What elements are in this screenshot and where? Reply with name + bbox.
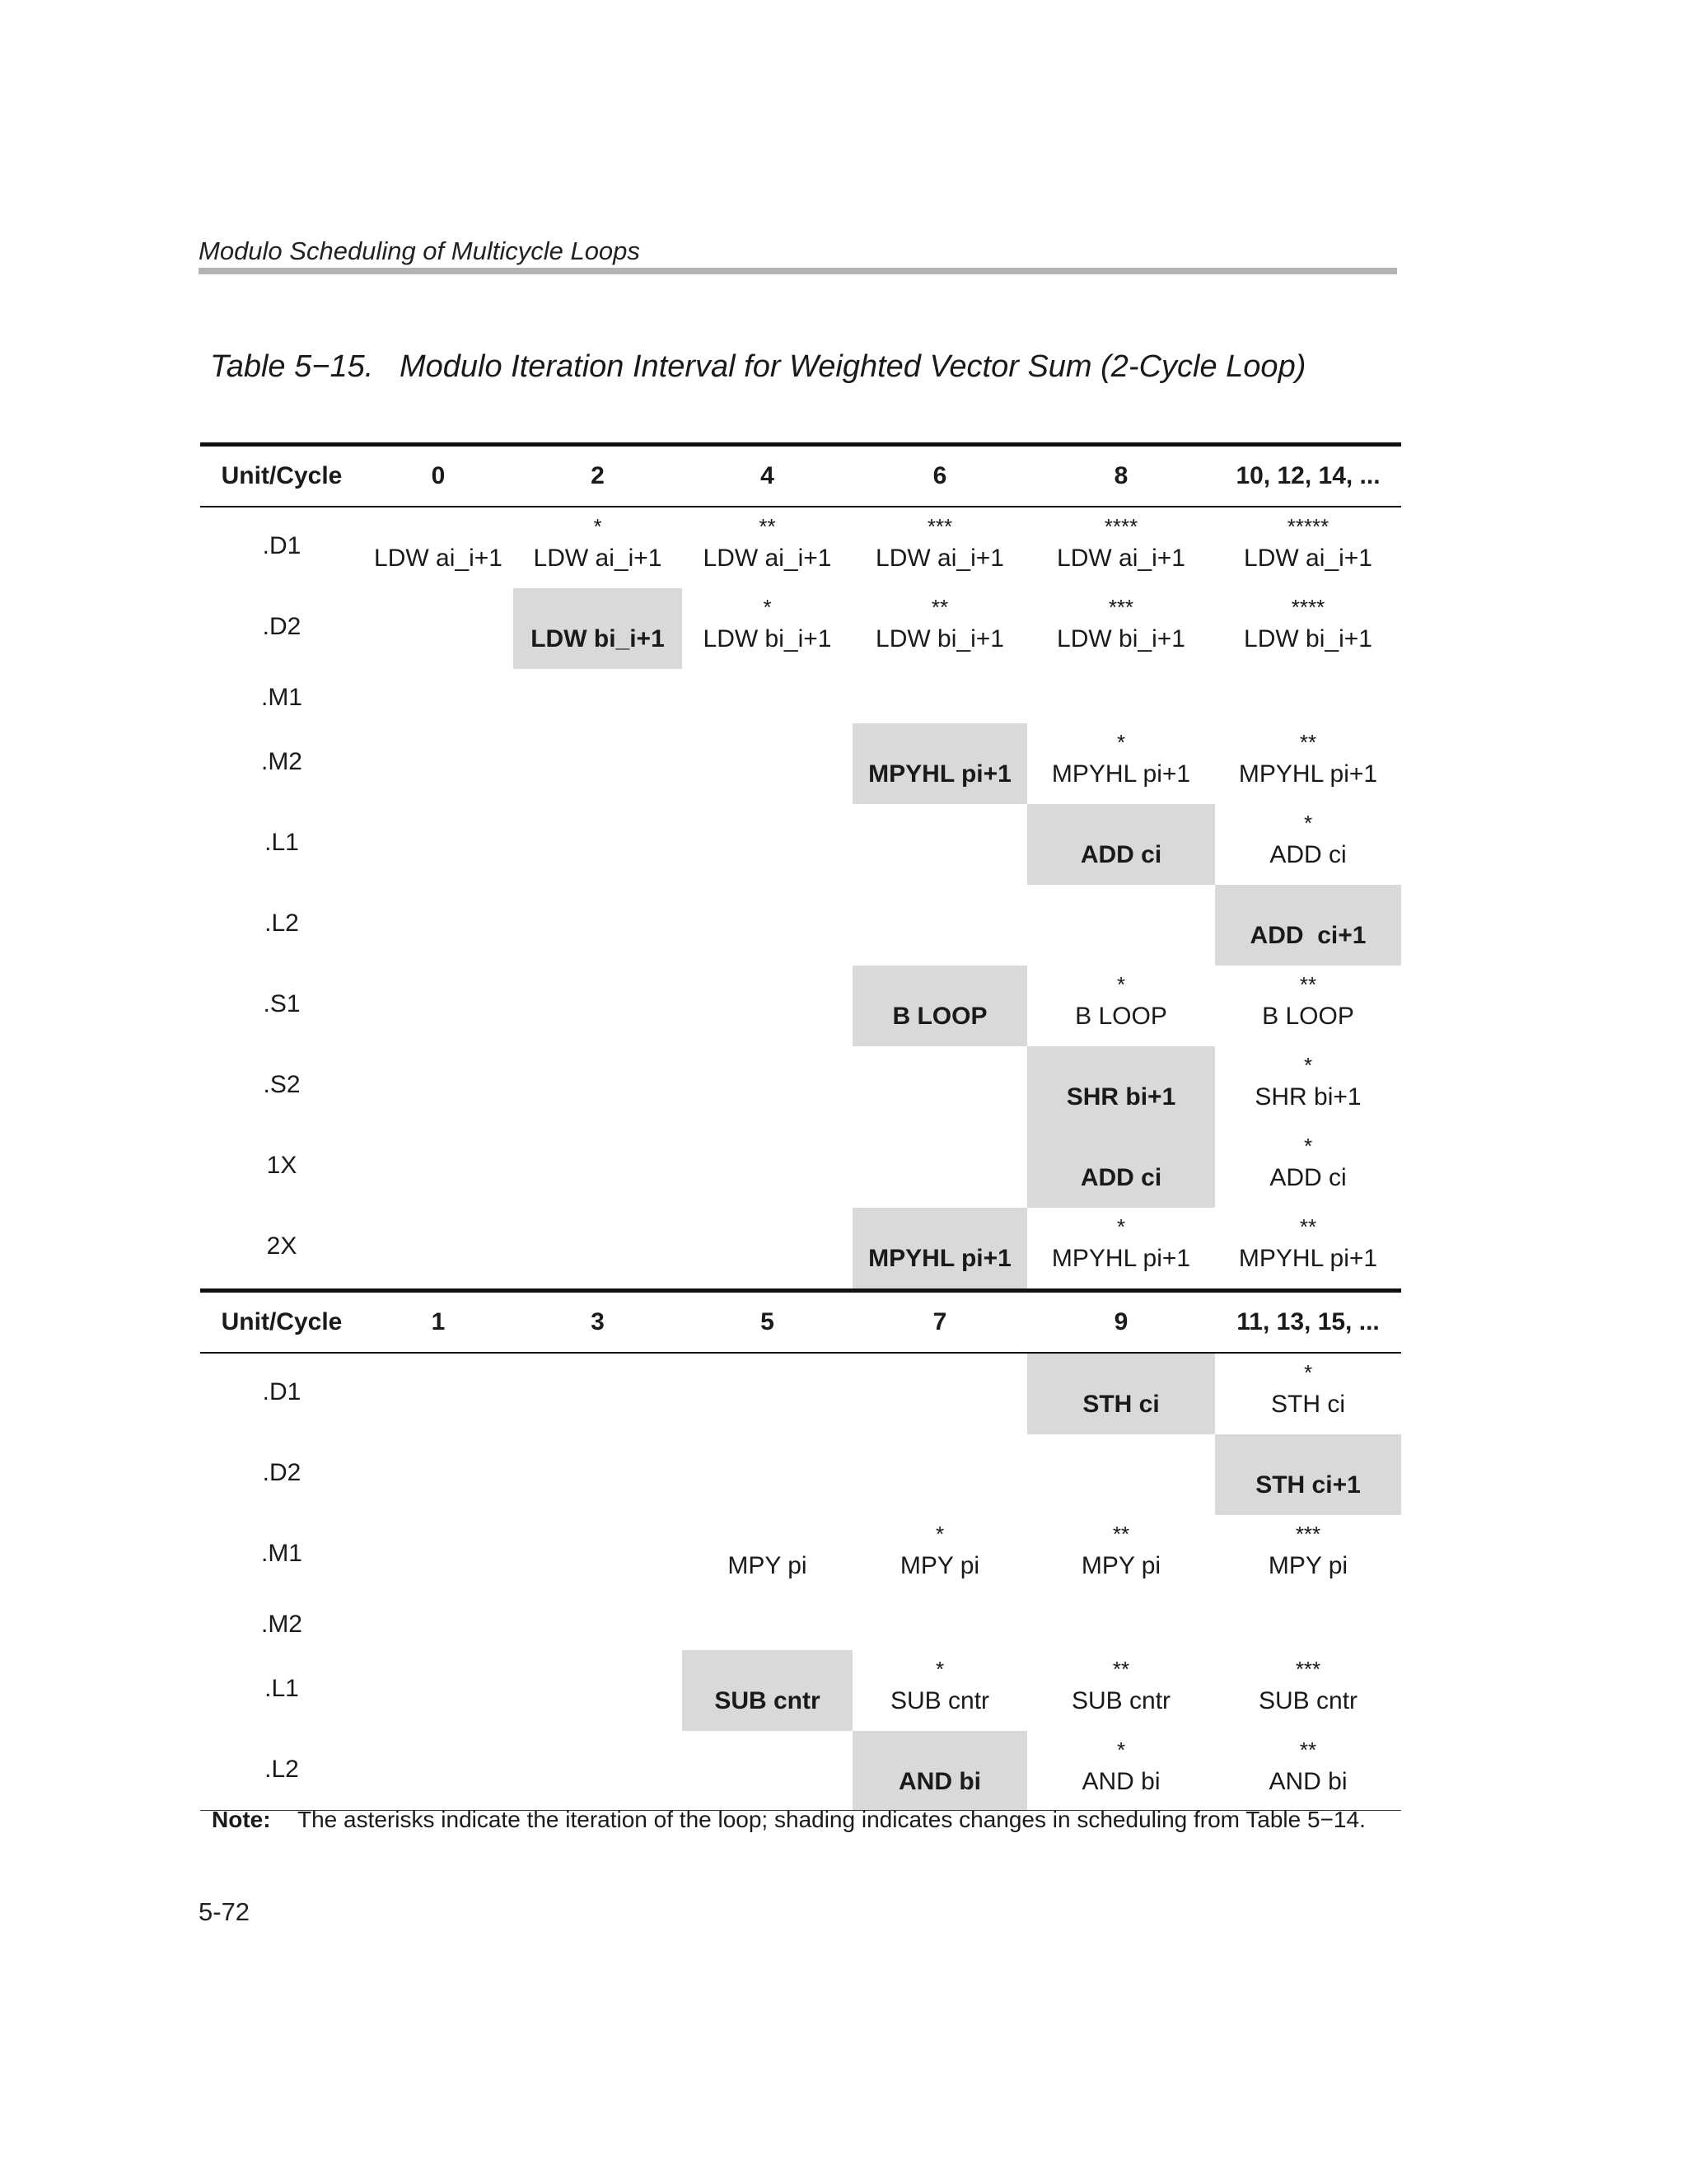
instruction: SUB cntr — [1258, 1687, 1358, 1714]
header-cycle: 6 — [932, 462, 947, 489]
unit-label: .L1 — [264, 1675, 299, 1702]
instruction: LDW ai_i+1 — [374, 545, 502, 572]
header-cycle: 2 — [591, 462, 605, 489]
table-cell — [1215, 1127, 1401, 1208]
iteration-stars: *** — [1295, 1657, 1321, 1681]
table-cell — [363, 1208, 513, 1288]
table-cell — [363, 1596, 513, 1650]
instruction: STH ci — [1082, 1391, 1160, 1418]
instruction: AND bi — [899, 1768, 981, 1795]
table-cell — [513, 1208, 682, 1288]
table-row — [200, 1127, 1401, 1208]
table-cell — [853, 669, 1027, 723]
iteration-stars: * — [1116, 1214, 1126, 1239]
instruction: LDW bi_i+1 — [703, 625, 832, 652]
iteration-stars: *** — [927, 514, 953, 539]
table-cell — [513, 723, 682, 804]
instruction: MPYHL pi+1 — [1051, 760, 1191, 788]
iteration-stars: ** — [1299, 972, 1317, 997]
unit-label: .M2 — [260, 748, 302, 775]
instruction: MPYHL pi+1 — [1238, 760, 1378, 788]
header-cycle: 4 — [760, 462, 774, 489]
table-cell — [1215, 1046, 1401, 1127]
shaded-cell — [1027, 1127, 1215, 1208]
instruction: MPYHL pi+1 — [868, 1245, 1012, 1272]
shaded-cell — [853, 723, 1027, 804]
table-cell — [363, 966, 513, 1046]
header-unit-cycle: Unit/Cycle — [221, 1308, 343, 1335]
table-cell — [1215, 1515, 1401, 1596]
table-cell — [363, 1434, 513, 1515]
table-cell — [682, 885, 853, 966]
table-cell — [513, 1731, 682, 1810]
table-cell — [513, 1515, 682, 1596]
table-cell — [1027, 669, 1215, 723]
table-cell — [1215, 723, 1401, 804]
table-cell — [853, 1046, 1027, 1127]
table-cell — [682, 588, 853, 669]
table-title: Table 5−15. Modulo Iteration Interval for Weighted Vector Sum (2-Cycle Loop) — [210, 349, 1306, 384]
unit-label: 1X — [266, 1152, 297, 1179]
instruction: LDW bi_i+1 — [876, 625, 1004, 652]
unit-label: .D2 — [262, 1459, 301, 1486]
table-cell — [1027, 723, 1215, 804]
note-label: Note: — [212, 1807, 271, 1832]
unit-label: .M2 — [260, 1611, 302, 1638]
table-cell — [1215, 669, 1401, 723]
table-cell — [682, 1434, 853, 1515]
table-cell — [513, 1650, 682, 1731]
iteration-stars: * — [763, 595, 772, 620]
table-row — [200, 723, 1401, 804]
table-cell — [1027, 507, 1215, 588]
instruction: ADD ci — [1080, 841, 1162, 868]
table-cell — [1215, 966, 1401, 1046]
iteration-stars: ***** — [1287, 514, 1330, 539]
table-cell — [513, 1596, 682, 1650]
table-cell — [363, 804, 513, 885]
instruction: LDW ai_i+1 — [1244, 545, 1372, 572]
header-cycle: 0 — [431, 462, 446, 489]
table-cell — [682, 1596, 853, 1650]
instruction: SUB cntr — [714, 1687, 820, 1714]
unit-label: 2X — [266, 1232, 297, 1260]
instruction: SHR bi+1 — [1255, 1083, 1362, 1111]
table-cell — [363, 885, 513, 966]
instruction: SUB cntr — [890, 1687, 990, 1714]
table-cell — [1215, 1650, 1401, 1731]
iteration-stars: * — [935, 1657, 945, 1681]
shaded-cell — [1027, 804, 1215, 885]
table-cell — [1215, 1354, 1401, 1434]
instruction: LDW bi_i+1 — [1057, 625, 1185, 652]
table-note — [212, 1807, 1366, 1833]
instruction: STH ci — [1271, 1391, 1345, 1418]
table-cell — [853, 588, 1027, 669]
table-cell — [682, 723, 853, 804]
header-unit-cycle: Unit/Cycle — [221, 462, 343, 489]
table-cell — [513, 966, 682, 1046]
table-cell — [1027, 588, 1215, 669]
instruction: STH ci+1 — [1255, 1471, 1361, 1499]
shaded-cell — [1027, 1354, 1215, 1434]
table-cell — [513, 1354, 682, 1434]
instruction: ADD ci — [1080, 1164, 1162, 1191]
table-row — [200, 1354, 1401, 1434]
header-cycle: 1 — [431, 1308, 446, 1335]
instruction: MPY pi — [727, 1552, 807, 1579]
table-cell — [853, 1127, 1027, 1208]
table-row — [200, 1434, 1401, 1515]
iteration-stars: ** — [1299, 1737, 1317, 1762]
iteration-stars: * — [935, 1522, 945, 1546]
instruction: LDW ai_i+1 — [703, 545, 832, 572]
unit-label: .D1 — [262, 1378, 301, 1405]
table-row — [200, 669, 1401, 723]
iteration-stars: ** — [931, 595, 949, 620]
header-cycle: 5 — [760, 1308, 774, 1335]
table-cell — [363, 1127, 513, 1208]
unit-label: .D2 — [262, 613, 301, 640]
iteration-stars: * — [1116, 1737, 1126, 1762]
table-row — [200, 507, 1401, 588]
table-header-row — [200, 1293, 1401, 1352]
iteration-stars: * — [1303, 1360, 1313, 1385]
shaded-cell — [853, 966, 1027, 1046]
table-cell — [513, 885, 682, 966]
table-row — [200, 1046, 1401, 1127]
instruction: MPY pi — [1268, 1552, 1348, 1579]
schedule-table — [200, 442, 1401, 1811]
table-cell — [513, 1434, 682, 1515]
iteration-stars: * — [1303, 1053, 1313, 1078]
table-row — [200, 1208, 1401, 1288]
table-cell — [513, 804, 682, 885]
instruction: B LOOP — [1262, 1003, 1354, 1030]
table-cell — [682, 804, 853, 885]
header-cycle: 8 — [1114, 462, 1129, 489]
table-cell — [682, 966, 853, 1046]
unit-label: .L1 — [264, 829, 299, 856]
table-cell — [682, 1354, 853, 1434]
table-cell — [1027, 1650, 1215, 1731]
table-cell — [513, 507, 682, 588]
header-rule — [199, 268, 1397, 274]
table-cell — [363, 723, 513, 804]
instruction: LDW ai_i+1 — [876, 545, 1004, 572]
table-cell — [363, 1046, 513, 1127]
table-cell — [1215, 1731, 1401, 1810]
table-cell — [513, 1046, 682, 1127]
iteration-stars: ** — [1299, 1214, 1317, 1239]
instruction: MPYHL pi+1 — [1238, 1245, 1378, 1272]
table-cell — [1027, 1434, 1215, 1515]
table-cell — [853, 1650, 1027, 1731]
iteration-stars: ** — [1112, 1657, 1130, 1681]
unit-label: .S2 — [263, 1071, 301, 1098]
table-cell — [1027, 1208, 1215, 1288]
iteration-stars: * — [1116, 972, 1126, 997]
table-cell — [682, 1127, 853, 1208]
table-cell — [1215, 1208, 1401, 1288]
unit-label: .L2 — [264, 1756, 299, 1783]
instruction: AND bi — [1269, 1768, 1348, 1795]
table-cell — [1215, 1596, 1401, 1650]
unit-label: .D1 — [262, 532, 301, 559]
table-row — [200, 885, 1401, 966]
iteration-stars: *** — [1295, 1522, 1321, 1546]
iteration-stars: * — [1303, 1134, 1313, 1158]
table-cell — [682, 1515, 853, 1596]
header-cycle: 9 — [1114, 1308, 1129, 1335]
table-cell — [363, 588, 513, 669]
table-cell — [682, 1731, 853, 1810]
table-cell — [853, 885, 1027, 966]
shaded-cell — [1215, 885, 1401, 966]
instruction: MPYHL pi+1 — [868, 760, 1012, 788]
header-cycle: 7 — [932, 1308, 947, 1335]
table-cell — [363, 1731, 513, 1810]
table-row — [200, 966, 1401, 1046]
table-cell — [363, 1650, 513, 1731]
iteration-stars: * — [1116, 730, 1126, 755]
instruction: LDW ai_i+1 — [533, 545, 662, 572]
instruction: LDW bi_i+1 — [1244, 625, 1372, 652]
table-cell — [853, 507, 1027, 588]
table-cell — [1027, 885, 1215, 966]
iteration-stars: **** — [1104, 514, 1138, 539]
unit-label: .L2 — [264, 910, 299, 937]
table-cell — [513, 1127, 682, 1208]
table-header-row — [200, 447, 1401, 506]
table-cell — [513, 669, 682, 723]
instruction: ADD ci — [1269, 1164, 1347, 1191]
table-row — [200, 1650, 1401, 1731]
iteration-stars: ** — [1112, 1522, 1130, 1546]
instruction: MPY pi — [1081, 1552, 1161, 1579]
table-cell — [853, 804, 1027, 885]
instruction: MPY pi — [900, 1552, 980, 1579]
instruction: B LOOP — [892, 1003, 988, 1030]
table-cell — [682, 507, 853, 588]
table-cell — [1027, 1596, 1215, 1650]
header-cycle: 3 — [591, 1308, 605, 1335]
iteration-stars: * — [593, 514, 602, 539]
table-cell — [1215, 804, 1401, 885]
table-cell — [682, 669, 853, 723]
page-number: 5-72 — [199, 1897, 250, 1926]
shaded-cell — [853, 1208, 1027, 1288]
table-cell — [1027, 1515, 1215, 1596]
shaded-cell — [853, 1731, 1027, 1810]
table-row — [200, 1596, 1401, 1650]
instruction: B LOOP — [1075, 1003, 1167, 1030]
table-cell — [363, 669, 513, 723]
table-row — [200, 1731, 1401, 1810]
table-cell — [853, 1434, 1027, 1515]
unit-label: .M1 — [260, 684, 302, 711]
table-cell — [853, 1515, 1027, 1596]
shaded-cell — [1027, 1046, 1215, 1127]
table-row — [200, 1515, 1401, 1596]
table-row — [200, 804, 1401, 885]
instruction: MPYHL pi+1 — [1051, 1245, 1191, 1272]
instruction: LDW ai_i+1 — [1057, 545, 1185, 572]
table-cell — [1027, 1731, 1215, 1810]
instruction: LDW bi_i+1 — [530, 625, 665, 652]
table-cell — [1215, 507, 1401, 588]
instruction: ADD ci+1 — [1250, 922, 1367, 949]
iteration-stars: *** — [1108, 595, 1134, 620]
shaded-cell — [513, 588, 682, 669]
unit-label: .S1 — [263, 990, 301, 1017]
table-cell — [853, 1354, 1027, 1434]
shaded-cell — [682, 1650, 853, 1731]
table-cell — [363, 1354, 513, 1434]
table-cell — [1027, 966, 1215, 1046]
header-cycle: 10, 12, 14, ... — [1236, 462, 1381, 489]
instruction: SUB cntr — [1071, 1687, 1171, 1714]
iteration-stars: **** — [1291, 595, 1325, 620]
table-cell — [1215, 588, 1401, 669]
running-head: Modulo Scheduling of Multicycle Loops — [199, 236, 640, 265]
shaded-cell — [1215, 1434, 1401, 1515]
instruction: AND bi — [1082, 1768, 1161, 1795]
table-cell — [682, 1046, 853, 1127]
iteration-stars: ** — [759, 514, 776, 539]
table-cell — [853, 1596, 1027, 1650]
table-cell — [363, 507, 513, 588]
note-text: The asterisks indicate the iteration of the loop; shading indicates changes in scheduling from Table 5−14. — [297, 1807, 1366, 1832]
instruction: SHR bi+1 — [1066, 1083, 1176, 1111]
table-cell — [363, 1515, 513, 1596]
iteration-stars: ** — [1299, 730, 1317, 755]
table-row — [200, 588, 1401, 669]
instruction: ADD ci — [1269, 841, 1347, 868]
table-cell — [682, 1208, 853, 1288]
unit-label: .M1 — [260, 1540, 302, 1567]
header-cycle: 11, 13, 15, ... — [1236, 1308, 1380, 1335]
iteration-stars: * — [1303, 811, 1313, 835]
